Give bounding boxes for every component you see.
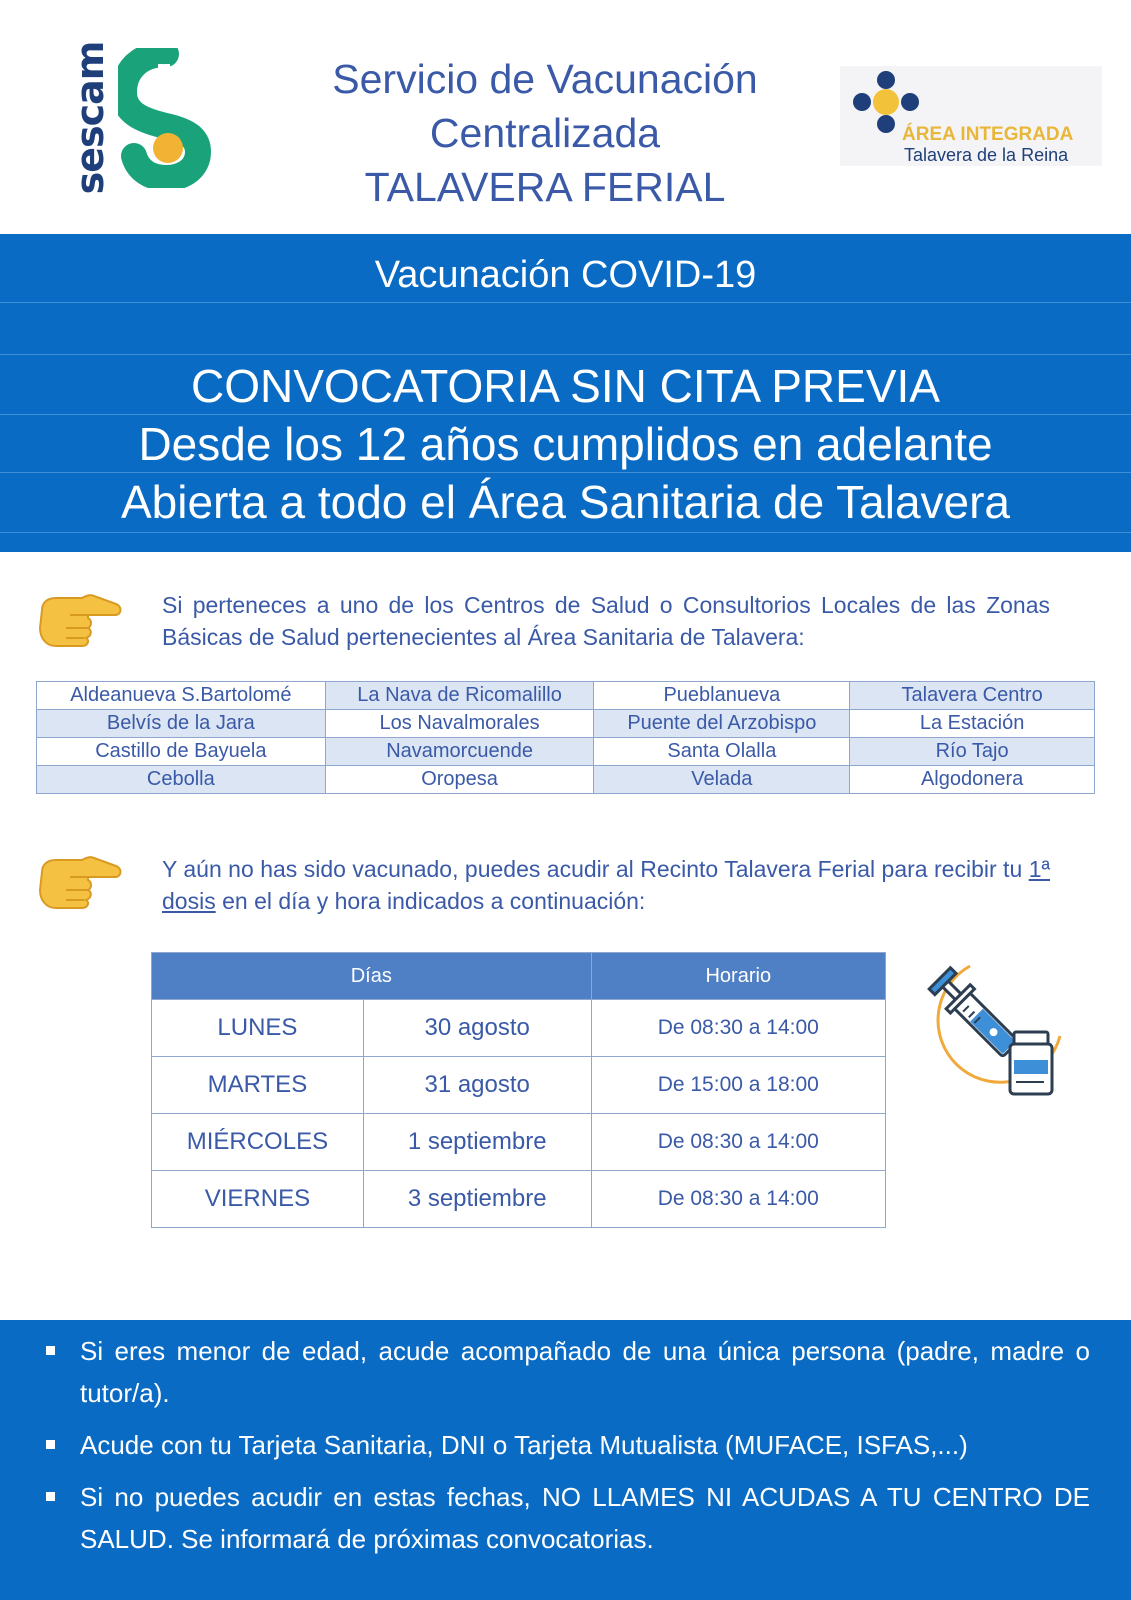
notes-box <box>0 1320 1131 1600</box>
sescam-wordmark-text: sescam <box>68 41 112 194</box>
schedule-day: VIERNES <box>152 1171 364 1228</box>
table-row <box>152 1057 886 1114</box>
intro-text-centers: Si perteneces a uno de los Centros de Salud o Consultorios Locales de las Zonas Básicas de Salud pertenecientes al Área Sanitaria de Talavera: <box>162 592 1050 650</box>
sescam-wordmark <box>68 41 112 194</box>
center-cell: Río Tajo <box>850 738 1095 766</box>
center-cell: Oropesa <box>325 766 594 794</box>
list-item <box>44 1476 1090 1560</box>
pointing-hand-icon <box>36 850 124 914</box>
center-cell: Belvís de la Jara <box>37 710 326 738</box>
header <box>0 0 1131 234</box>
header-title <box>290 52 800 214</box>
table-row <box>152 1171 886 1228</box>
table-row <box>37 766 1095 794</box>
banner-divider <box>0 532 1131 533</box>
header-title-line-3: TALAVERA FERIAL <box>364 164 726 210</box>
table-header-row <box>152 953 886 1000</box>
banner-subtitle: Vacunación COVID-19 <box>374 254 757 296</box>
note-text: Acude con tu Tarjeta Sanitaria, DNI o Tarjeta Mutualista (MUFACE, ISFAS,...) <box>80 1430 968 1460</box>
schedule-table <box>151 952 886 1228</box>
banner-divider <box>0 472 1131 473</box>
header-hours: Horario <box>591 953 885 1000</box>
area-integrada-logo <box>840 66 1102 166</box>
center-cell: Pueblanueva <box>594 682 850 710</box>
schedule-day: LUNES <box>152 1000 364 1057</box>
center-cell: Aldeanueva S.Bartolomé <box>37 682 326 710</box>
schedule-hours: De 08:30 a 14:00 <box>591 1171 885 1228</box>
list-item <box>44 1424 1090 1466</box>
schedule-date: 30 agosto <box>363 1000 591 1057</box>
bullet-icon <box>46 1492 55 1501</box>
header-title-line-1: Servicio de Vacunación <box>332 56 758 102</box>
main-banner <box>0 234 1131 552</box>
center-cell: Algodonera <box>850 766 1095 794</box>
intro-dosis-underlined: 1ª dosis <box>162 856 1050 914</box>
banner-divider <box>0 302 1131 303</box>
schedule-hours: De 15:00 a 18:00 <box>591 1057 885 1114</box>
note-text: Si no puedes acudir en estas fechas, NO LLAMES NI ACUDAS A TU CENTRO DE SALUD. Se informará de próximas convocatorias. <box>80 1482 1090 1554</box>
table-row <box>152 1114 886 1171</box>
schedule-day: MARTES <box>152 1057 364 1114</box>
table-row <box>37 682 1095 710</box>
schedule-day: MIÉRCOLES <box>152 1114 364 1171</box>
bullet-icon <box>46 1440 55 1449</box>
schedule-hours: De 08:30 a 14:00 <box>591 1000 885 1057</box>
center-cell: Talavera Centro <box>850 682 1095 710</box>
note-text: Si eres menor de edad, acude acompañado de una única persona (padre, madre o tutor/a). <box>80 1336 1090 1408</box>
center-cell: Los Navalmorales <box>325 710 594 738</box>
pointing-hand-icon <box>36 588 124 652</box>
table-row <box>152 1000 886 1057</box>
table-row <box>37 710 1095 738</box>
center-cell: Cebolla <box>37 766 326 794</box>
center-cell: La Estación <box>850 710 1095 738</box>
schedule-hours: De 08:30 a 14:00 <box>591 1114 885 1171</box>
banner-line-2: Desde los 12 años cumplidos en adelante <box>138 418 993 470</box>
center-cell: Puente del Arzobispo <box>594 710 850 738</box>
schedule-date: 3 septiembre <box>363 1171 591 1228</box>
schedule-date: 31 agosto <box>363 1057 591 1114</box>
banner-line-1: CONVOCATORIA SIN CITA PREVIA <box>191 360 940 412</box>
header-title-line-2: Centralizada <box>429 110 661 156</box>
area-integrada-subtitle: Talavera de la Reina <box>904 145 1069 165</box>
schedule-date: 1 septiembre <box>363 1114 591 1171</box>
notes-list <box>44 1330 1090 1570</box>
center-cell: Santa Olalla <box>594 738 850 766</box>
header-days: Días <box>152 953 592 1000</box>
center-cell: La Nava de Ricomalillo <box>325 682 594 710</box>
intro-dosis-before: Y aún no has sido vacunado, puedes acudir al Recinto Talavera Ferial para recibir tu <box>162 856 1029 882</box>
list-item <box>44 1330 1090 1414</box>
banner-divider <box>0 414 1131 415</box>
center-cell: Castillo de Bayuela <box>37 738 326 766</box>
intro-text-dosis <box>162 853 1050 917</box>
center-cell: Navamorcuende <box>325 738 594 766</box>
table-row <box>37 738 1095 766</box>
banner-divider <box>0 354 1131 355</box>
bullet-icon <box>46 1346 55 1355</box>
banner-line-3: Abierta a todo el Área Sanitaria de Talavera <box>120 476 1011 528</box>
syringe-vial-icon <box>910 950 1070 1110</box>
health-centers-table <box>36 681 1095 794</box>
sescam-logo-icon <box>118 48 214 188</box>
intro-dosis-after: en el día y hora indicados a continuación: <box>215 888 646 914</box>
center-cell: Velada <box>594 766 850 794</box>
area-integrada-title: ÁREA INTEGRADA <box>902 124 1074 145</box>
